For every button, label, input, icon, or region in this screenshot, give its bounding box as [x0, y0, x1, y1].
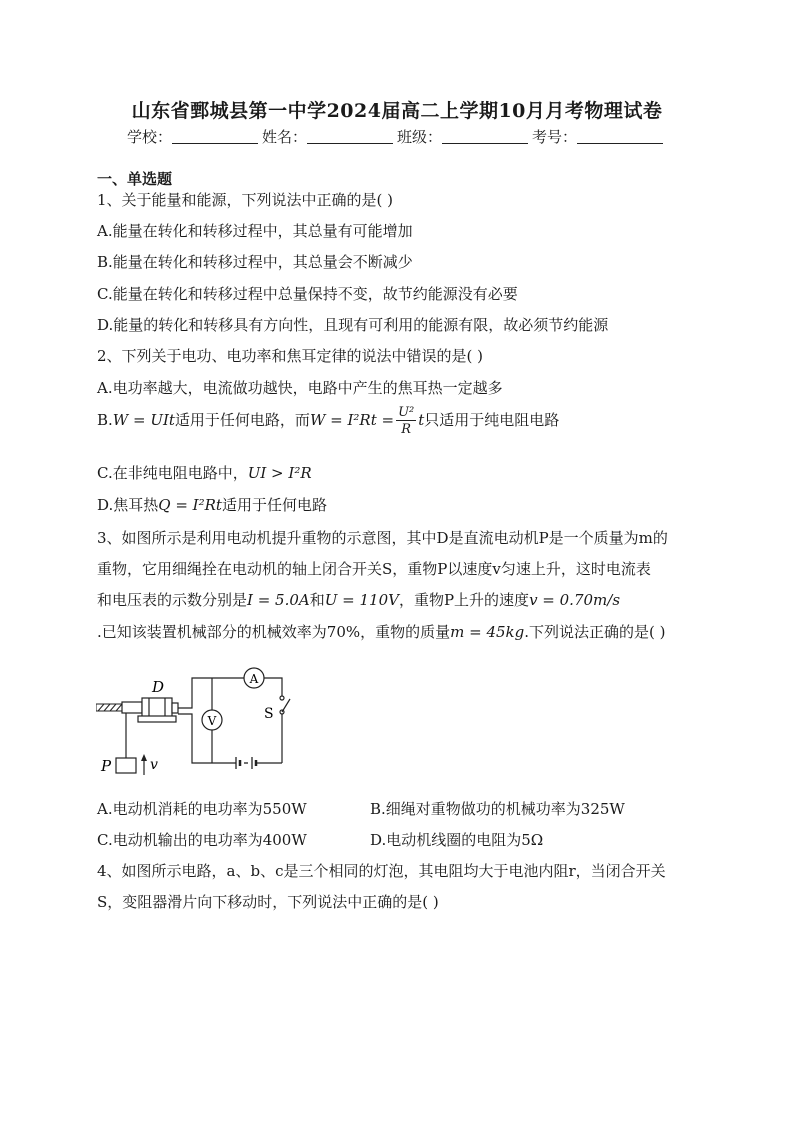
fraction-numerator: U²	[398, 405, 415, 420]
q3-l3-c: ，重物P上升的速度	[398, 591, 530, 609]
q3-l4-a: .已知该装置机械部分的机械效率为70%，重物的质量	[97, 623, 451, 641]
q3-stem-line-1: 3、如图所示是利用电动机提升重物的示意图，其中D是直流电动机P是一个质量为m的	[97, 529, 668, 547]
q2-d-formula: Q = I²Rt	[158, 496, 222, 514]
class-label: 班级：	[397, 128, 443, 146]
q3-option-d: D.电动机线圈的电阻为5Ω	[370, 831, 544, 849]
number-label: 考号：	[532, 128, 578, 146]
q3-stem-line-3	[97, 589, 620, 610]
velocity-arrow-head	[141, 754, 147, 761]
q3-voltage-formula: U = 110V	[324, 591, 399, 609]
q2-b-mid: 适用于任何电路，而	[174, 411, 310, 429]
q4-stem-line-2: S，变阻器滑片向下移动时，下列说法中正确的是( )	[97, 893, 439, 911]
q1-option-d: D.能量的转化和转移具有方向性，且现有可利用的能源有限，故必须节约能源	[97, 316, 609, 334]
q2-stem: 2、下列关于电功、电功率和焦耳定律的说法中错误的是( )	[97, 347, 484, 365]
q1-option-a: A.能量在转化和转移过程中，其总量有可能增加	[97, 222, 413, 240]
q2-d-suffix: 适用于任何电路	[221, 496, 327, 514]
motor-circuit-diagram	[96, 660, 306, 780]
q2-c-prefix: C.在非纯电阻电路中，	[97, 464, 248, 482]
q2-b-fraction	[396, 406, 416, 436]
q2-b-prefix: B.	[97, 411, 113, 429]
velocity-label: v	[150, 757, 158, 773]
motor-shaft	[122, 702, 142, 713]
page-title: 山东省鄄城县第一中学2024届高二上学期10月月考物理试卷	[131, 100, 663, 122]
q2-b-formula-2: W = I²Rt =	[309, 411, 395, 429]
voltmeter-label: V	[207, 714, 217, 728]
name-label: 姓名：	[261, 128, 307, 146]
switch	[280, 696, 290, 714]
q2-option-b	[97, 406, 559, 436]
q2-option-c	[97, 462, 312, 483]
q2-option-d	[97, 494, 327, 515]
q3-current-formula: I = 5.0A	[247, 591, 310, 609]
q3-l4-b: .下列说法正确的是( )	[524, 623, 666, 641]
q1-option-c: C.能量在转化和转移过程中总量保持不变，故节约能源没有必要	[97, 285, 518, 303]
q3-option-a: A.电动机消耗的电功率为550W	[97, 800, 307, 818]
weight-label: P	[101, 757, 112, 775]
battery	[236, 757, 256, 769]
q3-stem-line-4	[97, 621, 665, 642]
q1-stem: 1、关于能量和能源，下列说法中正确的是( )	[97, 191, 394, 209]
q2-option-a: A.电功率越大，电流做功越快，电路中产生的焦耳热一定越多	[97, 379, 503, 397]
q2-b-formula-1: W = UIt	[112, 411, 175, 429]
q2-b-suffix: 只适用于纯电阻电路	[424, 411, 560, 429]
q2-b-t: t	[418, 411, 425, 429]
fraction-denominator: R	[401, 422, 412, 437]
switch-label: S	[264, 706, 274, 722]
class-blank[interactable]	[442, 129, 528, 144]
q3-stem-line-2: 重物，它用细绳拴在电动机的轴上闭合开关S，重物P以速度v匀速上升，这时电流表	[97, 560, 651, 578]
q3-l3-a: 和电压表的示数分别是	[97, 591, 248, 609]
school-label: 学校：	[126, 128, 172, 146]
q2-c-formula: UI > I²R	[247, 464, 312, 482]
name-blank[interactable]	[307, 129, 393, 144]
q3-option-c: C.电动机输出的电功率为400W	[97, 831, 307, 849]
q3-speed-formula: v = 0.70m/s	[529, 591, 621, 609]
motor-label: D	[152, 678, 165, 696]
weight-block	[116, 758, 136, 773]
q4-stem-line-1: 4、如图所示电路，a、b、c是三个相同的灯泡，其电阻均大于电池内阻r，当闭合开关	[97, 862, 666, 880]
q3-l3-b: 和	[309, 591, 325, 609]
motor-body	[138, 698, 178, 722]
section-heading: 一、单选题	[97, 170, 173, 188]
student-info-line	[0, 126, 794, 147]
number-blank[interactable]	[577, 129, 663, 144]
q1-option-b: B.能量在转化和转移过程中，其总量会不断减少	[97, 253, 413, 271]
ammeter-label: A	[249, 672, 259, 686]
q2-d-prefix: D.焦耳热	[97, 496, 159, 514]
school-blank[interactable]	[172, 129, 258, 144]
q3-mass-formula: m = 45kg	[450, 623, 525, 641]
q3-option-b: B.细绳对重物做功的机械功率为325W	[370, 800, 625, 818]
